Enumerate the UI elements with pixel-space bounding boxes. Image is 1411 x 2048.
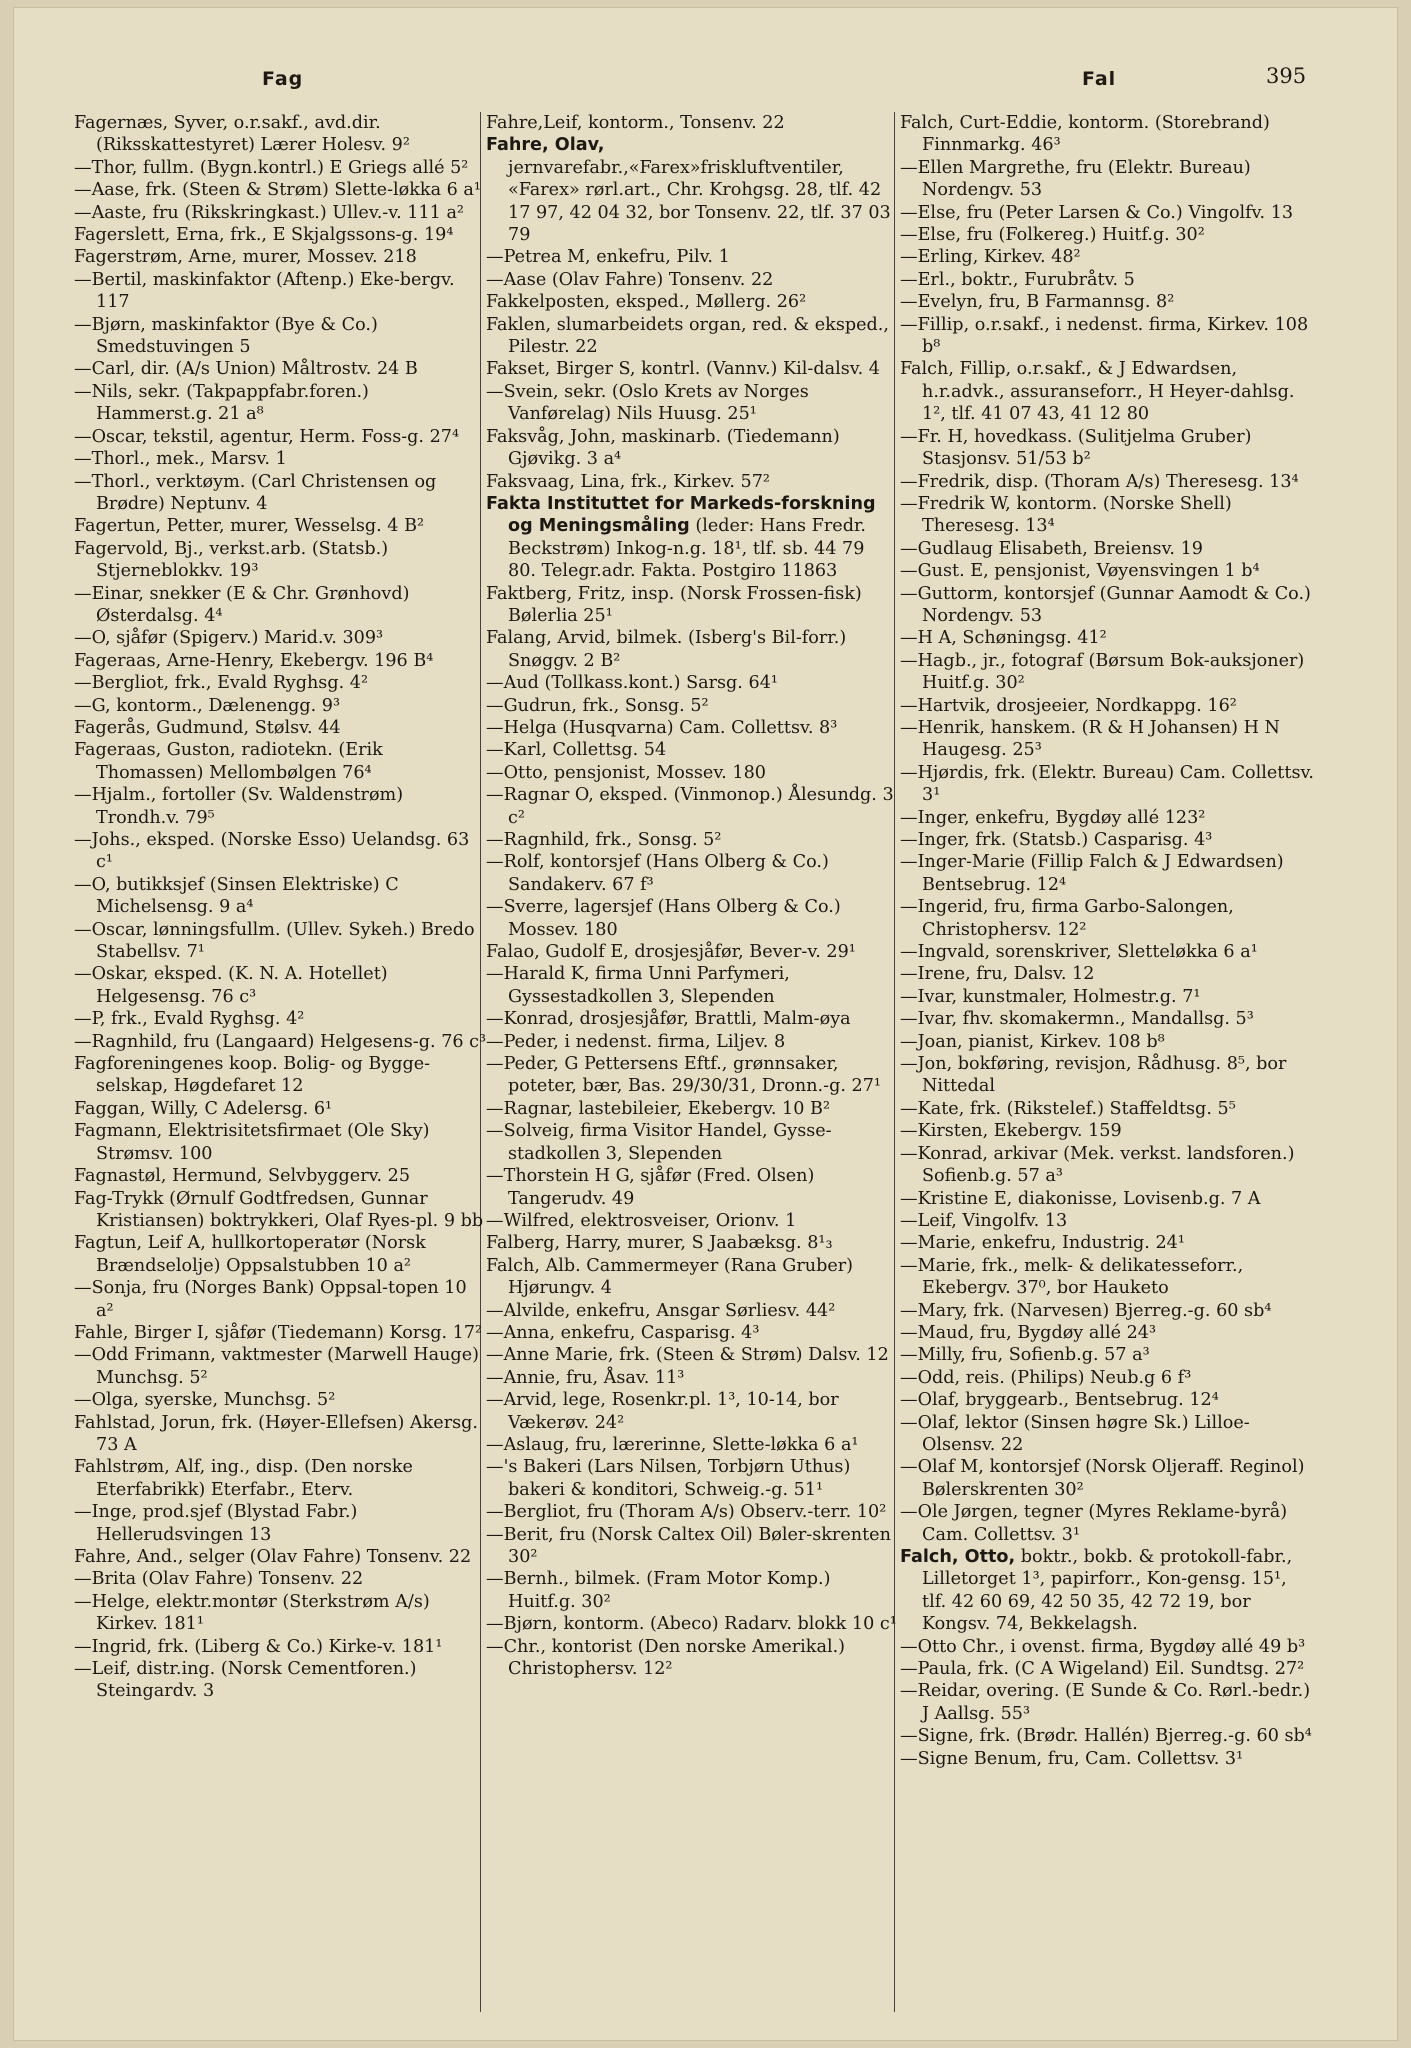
column-right bbox=[900, 112, 1316, 1770]
directory-entry: —Kate, frk. (Rikstelef.) Staffeldtsg. 5⁵ bbox=[900, 1098, 1236, 1119]
directory-entry: —Ingerid, fru, firma Garbo-Salongen, Christophersv. 12² bbox=[900, 897, 1234, 940]
directory-entry: —Peder, G Pettersens Eftf., grønnsaker, poteter, bær, Bas. 29/30/31, Dronn.-g. 27¹ bbox=[486, 1054, 881, 1097]
directory-entry: —Brita (Olav Fahre) Tonsenv. 22 bbox=[74, 1569, 364, 1590]
directory-entry: Faggan, Willy, C Adelersg. 6¹ bbox=[74, 1098, 333, 1119]
directory-entry: Faklen, slumarbeidets organ, red. & eksped., Pilestr. 22 bbox=[486, 314, 889, 358]
directory-entry: —Olga, syerske, Munchsg. 5² bbox=[74, 1390, 336, 1411]
page-header bbox=[14, 64, 1397, 98]
directory-entry: —Erling, Kirkev. 48² bbox=[900, 247, 1081, 268]
directory-entry: Fahre, And., selger (Olav Fahre) Tonsenv. 22 bbox=[74, 1547, 472, 1567]
directory-entry: —Ellen Margrethe, fru (Elektr. Bureau) Nordengv. 53 bbox=[900, 157, 1251, 201]
directory-entry: Falch, Otto, boktr., bokb. & protokoll-fabr., Lilletorget 1³, papirforr., Kon-gensg. 15¹, tlf. 42 60 69, 42 50 35, 42 72 19, bor Kongsv. 74, Bekkelagsh. bbox=[900, 1547, 1293, 1635]
directory-entry: Falch, Curt-Eddie, kontorm. (Storebrand) Finnmarkg. 46³ bbox=[900, 113, 1270, 156]
directory-entry: Fagtun, Leif A, hullkortoperatør (Norsk Brændselolje) Oppsalstubben 10 a² bbox=[74, 1233, 426, 1276]
directory-entry: —Otto Chr., i ovenst. firma, Bygdøy allé 49 b³ bbox=[900, 1636, 1306, 1657]
directory-entry: —Leif, Vingolfv. 13 bbox=[900, 1210, 1068, 1231]
directory-entry: —Aslaug, fru, lærerinne, Slette-løkka 6 a¹ bbox=[486, 1434, 859, 1455]
directory-entry: —Thorl., verktøym. (Carl Christensen og Brødre) Neptunv. 4 bbox=[74, 471, 437, 514]
directory-entry: —Helge, elektr.montør (Sterkstrøm A/s) Kirkev. 181¹ bbox=[74, 1591, 430, 1635]
directory-entry: —Konrad, arkivar (Mek. verkst. landsforen.) Sofienb.g. 57 a³ bbox=[900, 1143, 1295, 1187]
directory-entry: —Erl., boktr., Furubråtv. 5 bbox=[900, 269, 1135, 290]
directory-entry: —Carl, dir. (A/s Union) Måltrostv. 24 B bbox=[74, 359, 418, 380]
directory-entry: —Inge, prod.sjef (Blystad Fabr.) Hellerudsvingen 13 bbox=[74, 1502, 358, 1545]
directory-entry: —Henrik, hanskem. (R & H Johansen) H N Haugesg. 25³ bbox=[900, 717, 1280, 761]
directory-entry: —Bjørn, kontorm. (Abeco) Radarv. blokk 10 c¹ bbox=[486, 1614, 897, 1635]
directory-entry: —Anna, enkefru, Casparisg. 4³ bbox=[486, 1322, 760, 1343]
directory-entry: Fagertun, Petter, murer, Wesselsg. 4 B² bbox=[74, 516, 425, 537]
directory-entry: Fageraas, Arne-Henry, Ekebergv. 196 B⁴ bbox=[74, 650, 434, 671]
directory-entry: —Hagb., jr., fotograf (Børsum Bok-auksjoner) Huitf.g. 30² bbox=[900, 650, 1305, 694]
directory-entry: —Fredrik, disp. (Thoram A/s) Theresesg. 13⁴ bbox=[900, 471, 1299, 492]
directory-entry: —Helga (Husqvarna) Cam. Collettsv. 8³ bbox=[486, 717, 838, 738]
directory-entry: —Aud (Tollkass.kont.) Sarsg. 64¹ bbox=[486, 673, 778, 694]
directory-entry: —Inger, enkefru, Bygdøy allé 123² bbox=[900, 807, 1206, 828]
directory-entry: Fagerås, Gudmund, Stølsv. 44 bbox=[74, 717, 341, 738]
directory-entry: Fakset, Birger S, kontrl. (Vannv.) Kil-dalsv. 4 bbox=[486, 359, 880, 380]
directory-entry: Falch, Fillip, o.r.sakf., & J Edwardsen, h.r.advk., assuranseforr., H Heyer-dahlsg. 1², tlf. 41 07 43, 41 12 80 bbox=[900, 359, 1295, 425]
directory-entry: —Evelyn, fru, B Farmannsg. 8² bbox=[900, 292, 1175, 313]
directory-entry: Faksvaag, Lina, frk., Kirkev. 57² bbox=[486, 471, 770, 492]
directory-entry: —Aase, frk. (Steen & Strøm) Slette-løkka 6 a¹ bbox=[74, 180, 481, 201]
directory-entry: —'s Bakeri (Lars Nilsen, Torbjørn Uthus) bakeri & konditori, Schweig.-g. 51¹ bbox=[486, 1457, 851, 1500]
directory-entry: —Solveig, firma Visitor Handel, Gysse-stadkollen 3, Slependen bbox=[486, 1121, 832, 1164]
directory-entry: —Anne Marie, frk. (Steen & Strøm) Dalsv. 12 bbox=[486, 1345, 889, 1366]
directory-entry: —Irene, fru, Dalsv. 12 bbox=[900, 964, 1095, 985]
directory-entry: —Olaf, bryggearb., Bentsebrug. 12⁴ bbox=[900, 1390, 1219, 1411]
directory-entry: —Thorl., mek., Marsv. 1 bbox=[74, 449, 287, 470]
directory-entry: —Odd, reis. (Philips) Neub.g 6 f³ bbox=[900, 1367, 1192, 1388]
directory-entry: Fag-Trykk (Ørnulf Godtfredsen, Gunnar Kristiansen) boktrykkeri, Olaf Ryes-pl. 9 bb bbox=[74, 1188, 484, 1231]
directory-entry: —Kristine E, diakonisse, Lovisenb.g. 7 A bbox=[900, 1188, 1261, 1209]
directory-entry: —Reidar, overing. (E Sunde & Co. Rørl.-bedr.) J Aallsg. 55³ bbox=[900, 1681, 1311, 1724]
directory-entry: —Annie, fru, Åsav. 11³ bbox=[486, 1367, 685, 1388]
directory-entry: —Ragnhild, frk., Sonsg. 5² bbox=[486, 830, 722, 850]
directory-entry: —Inger, frk. (Statsb.) Casparisg. 4³ bbox=[900, 830, 1213, 850]
directory-entry: —Berit, fru (Norsk Caltex Oil) Bøler-skrenten 30² bbox=[486, 1524, 891, 1567]
directory-entry: —Mary, frk. (Narvesen) Bjerreg.-g. 60 sb⁴ bbox=[900, 1300, 1272, 1321]
directory-entry: —Inger-Marie (Fillip Falch & J Edwardsen) Bentsebrug. 12⁴ bbox=[900, 852, 1284, 895]
directory-entry: —Sonja, fru (Norges Bank) Oppsal-topen 10 a² bbox=[74, 1278, 467, 1321]
directory-entry: —Fredrik W, kontorm. (Norske Shell) Theresesg. 13⁴ bbox=[900, 493, 1232, 537]
directory-entry: —O, butikksjef (Sinsen Elektriske) C Michelsensg. 9 a⁴ bbox=[74, 874, 399, 918]
directory-entry: —Wilfred, elektrosveiser, Orionv. 1 bbox=[486, 1210, 797, 1231]
directory-entry: —Milly, fru, Sofienb.g. 57 a³ bbox=[900, 1345, 1150, 1366]
directory-entry: —Gudrun, frk., Sonsg. 5² bbox=[486, 695, 709, 716]
directory-entry: —Thorstein H G, sjåfør (Fred. Olsen) Tangerudv. 49 bbox=[486, 1166, 815, 1209]
directory-entry: —Maud, fru, Bygdøy allé 24³ bbox=[900, 1322, 1157, 1343]
directory-page bbox=[14, 8, 1397, 2040]
directory-entry: Fagerslett, Erna, frk., E Skjalgssons-g. 19⁴ bbox=[74, 225, 454, 246]
directory-entry: —Konrad, drosjesjåfør, Brattli, Malm-øya bbox=[486, 1009, 851, 1030]
directory-entry: —Oscar, lønningsfullm. (Ullev. Sykeh.) Bredo Stabellsv. 7¹ bbox=[74, 919, 475, 963]
directory-entry: —Ragnhild, fru (Langaard) Helgesens-g. 76 c³ bbox=[74, 1031, 487, 1052]
directory-entry: —Bergliot, frk., Evald Ryghsg. 4² bbox=[74, 673, 369, 694]
directory-entry: Fahre, Olav, jernvarefabr.,«Farex»friskluftventiler, «Farex» rørl.art., Chr. Krohgsg. 28, tlf. 42 17 97, 42 04 32, bor Tonsenv. 22, tlf. 37 03 79 bbox=[486, 135, 891, 246]
directory-entry: Fagernæs, Syver, o.r.sakf., avd.dir. (Riksskattestyret) Lærer Holesv. 9² bbox=[74, 113, 410, 156]
directory-entry: —Aase (Olav Fahre) Tonsenv. 22 bbox=[486, 269, 774, 290]
directory-entry: Fagmann, Elektrisitetsfirmaet (Ole Sky) Strømsv. 100 bbox=[74, 1121, 430, 1164]
directory-entry: —Einar, snekker (E & Chr. Grønhovd) Østerdalsg. 4⁴ bbox=[74, 583, 410, 626]
directory-entry: Fakkelposten, eksped., Møllerg. 26² bbox=[486, 292, 807, 313]
directory-entry: —Ole Jørgen, tegner (Myres Reklame-byrå) Cam. Collettsv. 3¹ bbox=[900, 1502, 1288, 1545]
directory-entry: —Marie, enkefru, Industrig. 24¹ bbox=[900, 1233, 1185, 1254]
directory-entry: —Svein, sekr. (Oslo Krets av Norges Vanførelag) Nils Huusg. 25¹ bbox=[486, 381, 809, 425]
directory-entry: —Bertil, maskinfaktor (Aftenp.) Eke-bergv. 117 bbox=[74, 269, 455, 313]
directory-entry: —Gudlaug Elisabeth, Breiensv. 19 bbox=[900, 538, 1203, 559]
directory-entry: —H A, Schøningsg. 41² bbox=[900, 628, 1107, 649]
directory-entry: —Oskar, eksped. (K. N. A. Hotellet) Helgesensg. 76 c³ bbox=[74, 964, 388, 1007]
directory-entry: —Bergliot, fru (Thoram A/s) Observ.-terr. 10² bbox=[486, 1502, 887, 1523]
directory-entry: Fagnastøl, Hermund, Selvbyggerv. 25 bbox=[74, 1166, 411, 1187]
directory-entry: —Thor, fullm. (Bygn.kontrl.) E Griegs allé 5² bbox=[74, 157, 469, 178]
directory-entry: —Joan, pianist, Kirkev. 108 b⁸ bbox=[900, 1031, 1165, 1052]
directory-entry: —O, sjåfør (Spigerv.) Marid.v. 309³ bbox=[74, 628, 384, 649]
directory-entry: —Gust. E, pensjonist, Vøyensvingen 1 b⁴ bbox=[900, 561, 1260, 582]
page-number: 395 bbox=[1266, 64, 1307, 88]
directory-entry: —Kirsten, Ekebergv. 159 bbox=[900, 1121, 1122, 1142]
directory-entry: —Guttorm, kontorsjef (Gunnar Aamodt & Co.) Nordengv. 53 bbox=[900, 583, 1311, 626]
directory-entry: —Sverre, lagersjef (Hans Olberg & Co.) Mossev. 180 bbox=[486, 897, 841, 940]
directory-entry: —Else, fru (Folkereg.) Huitf.g. 30² bbox=[900, 225, 1205, 246]
directory-entry: —Rolf, kontorsjef (Hans Olberg & Co.) Sandakerv. 67 f³ bbox=[486, 852, 829, 895]
directory-entry: —Bernh., bilmek. (Fram Motor Komp.) Huitf.g. 30² bbox=[486, 1569, 831, 1612]
directory-entry: —Ragnar O, eksped. (Vinmonop.) Ålesundg. 3 c² bbox=[486, 785, 894, 828]
directory-entry: —Leif, distr.ing. (Norsk Cementforen.) Steingardv. 3 bbox=[74, 1659, 417, 1702]
directory-entry: —Fr. H, hovedkass. (Sulitjelma Gruber) Stasjonsv. 51/53 b² bbox=[900, 426, 1252, 470]
directory-entry: Faksvåg, John, maskinarb. (Tiedemann) Gjøvikg. 3 a⁴ bbox=[486, 426, 840, 470]
directory-entry: —Nils, sekr. (Takpappfabr.foren.) Hammerst.g. 21 a⁸ bbox=[74, 381, 369, 425]
directory-entry: —Paula, frk. (C A Wigeland) Eil. Sundtsg. 27² bbox=[900, 1659, 1305, 1680]
directory-entry: Fahlstad, Jorun, frk. (Høyer-Ellefsen) Akersg. 73 A bbox=[74, 1412, 478, 1455]
directory-entry: Fageraas, Guston, radiotekn. (Erik Thomassen) Mellombølgen 76⁴ bbox=[74, 740, 383, 783]
directory-entry: —Ivar, kunstmaler, Holmestr.g. 7¹ bbox=[900, 986, 1201, 1007]
directory-entry: —Fillip, o.r.sakf., i nedenst. firma, Kirkev. 108 b⁸ bbox=[900, 314, 1309, 358]
directory-entry: Falberg, Harry, murer, S Jaabæksg. 8¹₃ bbox=[486, 1233, 833, 1254]
directory-entry: —Signe Benum, fru, Cam. Collettsv. 3¹ bbox=[900, 1748, 1244, 1769]
directory-entry: Fahle, Birger I, sjåfør (Tiedemann) Korsg. 17² bbox=[74, 1322, 483, 1343]
directory-entry: —Johs., eksped. (Norske Esso) Uelandsg. 63 c¹ bbox=[74, 830, 470, 873]
directory-entry: Fakta Instituttet for Markeds-forskning og Meningsmåling (leder: Hans Fredr. Beckstrøm) Inkog-n.g. 18¹, tlf. sb. 44 79 80. Telegr.adr. Fakta. Postgiro 11863 bbox=[486, 493, 876, 582]
directory-entry: —Olaf M, kontorsjef (Norsk Oljeraff. Reginol) Bølerskrenten 30² bbox=[900, 1457, 1305, 1500]
directory-entry: —Chr., kontorist (Den norske Amerikal.) Christophersv. 12² bbox=[486, 1636, 846, 1680]
directory-entry: —Arvid, lege, Rosenkr.pl. 1³, 10-14, bor Vækerøv. 24² bbox=[486, 1390, 839, 1433]
directory-entry: —Olaf, lektor (Sinsen høgre Sk.) Lilloe-Olsensv. 22 bbox=[900, 1412, 1250, 1455]
directory-entry: Faktberg, Fritz, insp. (Norsk Frossen-fisk) Bølerlia 25¹ bbox=[486, 583, 862, 626]
directory-entry: —Ivar, fhv. skomakermn., Mandallsg. 5³ bbox=[900, 1009, 1254, 1030]
header-right-word: Fal bbox=[1082, 68, 1117, 90]
directory-entry: —Peder, i nedenst. firma, Liljev. 8 bbox=[486, 1031, 786, 1052]
directory-entry: —Bjørn, maskinfaktor (Bye & Co.) Smedstuvingen 5 bbox=[74, 314, 378, 358]
directory-entry: Falch, Alb. Cammermeyer (Rana Gruber) Hjørungv. 4 bbox=[486, 1255, 854, 1299]
directory-entry: —Hjalm., fortoller (Sv. Waldenstrøm) Trondh.v. 79⁵ bbox=[74, 785, 404, 828]
directory-entry: —Signe, frk. (Brødr. Hallén) Bjerreg.-g. 60 sb⁴ bbox=[900, 1726, 1312, 1747]
directory-entry: —G, kontorm., Dælenengg. 9³ bbox=[74, 695, 341, 716]
directory-entry: —Ingrid, frk. (Liberg & Co.) Kirke-v. 181¹ bbox=[74, 1636, 443, 1657]
directory-entry: Falao, Gudolf E, drosjesjåfør, Bever-v. 29¹ bbox=[486, 942, 856, 963]
directory-entry: —Alvilde, enkefru, Ansgar Sørliesv. 44² bbox=[486, 1300, 836, 1321]
header-left-word: Fag bbox=[262, 68, 304, 90]
directory-entry: —P, frk., Evald Ryghsg. 4² bbox=[74, 1009, 305, 1030]
directory-entry: Fagforeningenes koop. Bolig- og Bygge-selskap, Høgdefaret 12 bbox=[74, 1054, 431, 1097]
directory-entry: —Odd Frimann, vaktmester (Marwell Hauge) Munchsg. 5² bbox=[74, 1345, 479, 1388]
directory-entry: —Ingvald, sorenskriver, Sletteløkka 6 a¹ bbox=[900, 942, 1258, 963]
column-left bbox=[74, 112, 489, 1703]
directory-entry: Falang, Arvid, bilmek. (Isberg's Bil-forr.) Snøggv. 2 B² bbox=[486, 628, 847, 671]
directory-entry: —Otto, pensjonist, Mossev. 180 bbox=[486, 762, 766, 783]
directory-entry: —Hartvik, drosjeeier, Nordkappg. 16² bbox=[900, 695, 1237, 716]
directory-entry: Fahre,Leif, kontorm., Tonsenv. 22 bbox=[486, 113, 785, 133]
directory-entry: —Oscar, tekstil, agentur, Herm. Foss-g. 27⁴ bbox=[74, 426, 460, 447]
directory-entry: Fagervold, Bj., verkst.arb. (Statsb.) Stjerneblokkv. 19³ bbox=[74, 538, 389, 582]
directory-entry: —Hjørdis, frk. (Elektr. Bureau) Cam. Collettsv. 3¹ bbox=[900, 762, 1314, 806]
directory-entry: —Aaste, fru (Rikskringkast.) Ullev.-v. 111 a² bbox=[74, 202, 464, 223]
directory-entry: —Marie, frk., melk- & delikatesseforr., Ekebergv. 37⁰, bor Hauketo bbox=[900, 1255, 1244, 1299]
directory-entry: —Petrea M, enkefru, Pilv. 1 bbox=[486, 247, 730, 268]
directory-entry: —Ragnar, lastebileier, Ekebergv. 10 B² bbox=[486, 1098, 830, 1119]
directory-entry: Fagerstrøm, Arne, murer, Mossev. 218 bbox=[74, 247, 417, 268]
directory-entry: —Else, fru (Peter Larsen & Co.) Vingolfv. 13 bbox=[900, 202, 1294, 223]
directory-entry: —Harald K, firma Unni Parfymeri, Gyssestadkollen 3, Slependen bbox=[486, 964, 790, 1007]
directory-entry: —Karl, Collettsg. 54 bbox=[486, 740, 667, 761]
column-middle bbox=[486, 112, 898, 1680]
directory-entry: Fahlstrøm, Alf, ing., disp. (Den norske Eterfabrikk) Eterfabr., Eterv. bbox=[74, 1457, 413, 1500]
directory-entry: —Jon, bokføring, revisjon, Rådhusg. 8⁵, bor Nittedal bbox=[900, 1054, 1287, 1097]
